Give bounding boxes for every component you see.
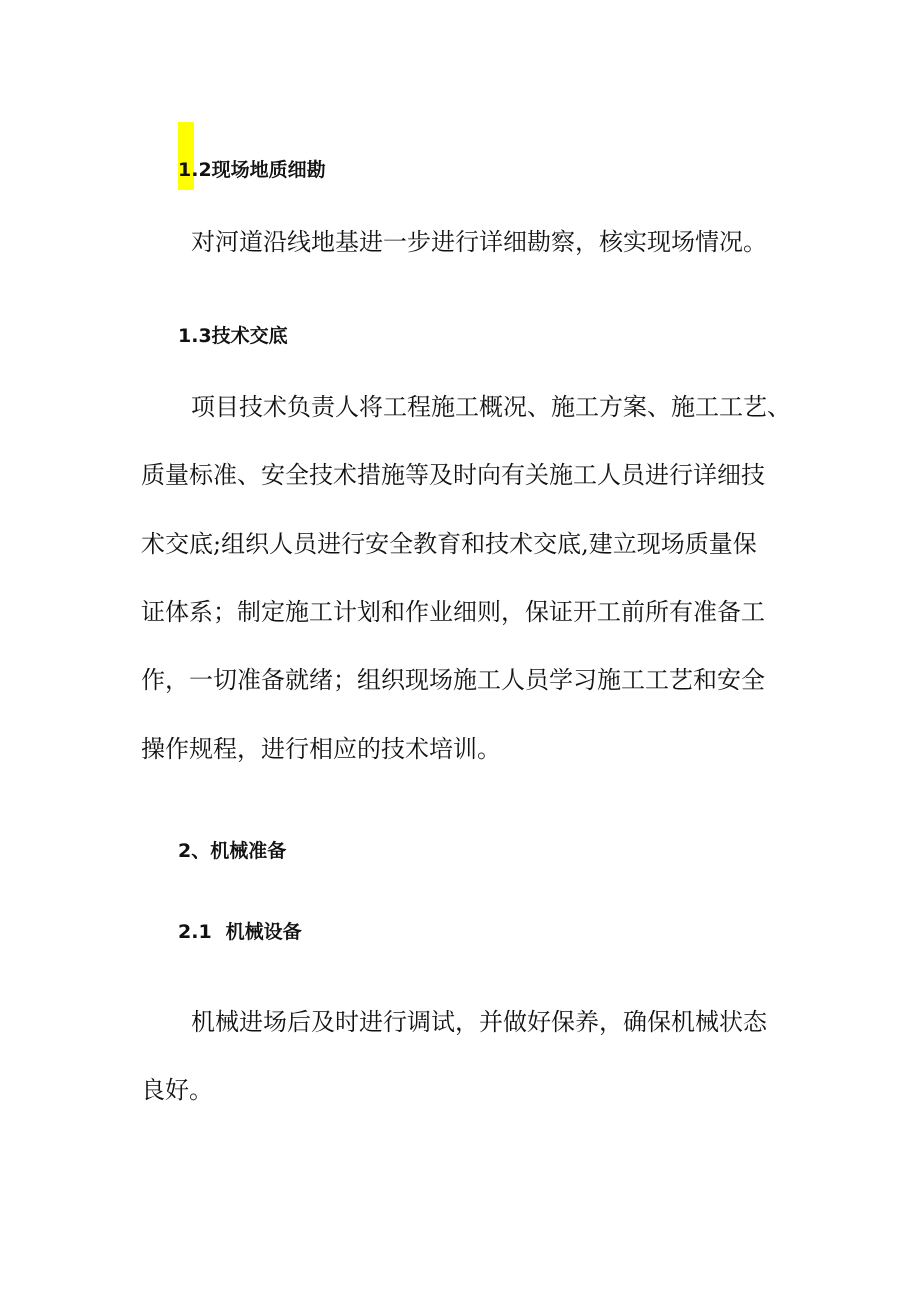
paragraph-1-2-body: 对河道沿线地基进一步进行详细勘察，核实现场情况。 bbox=[191, 228, 767, 256]
heading-2-1 bbox=[178, 920, 302, 944]
heading-1-3 bbox=[178, 324, 288, 348]
heading-2-1-number: 2.1 bbox=[178, 921, 212, 943]
heading-1-2 bbox=[178, 158, 326, 182]
heading-2-1-title: 机械设备 bbox=[225, 921, 302, 943]
paragraph-2-1-line: 机械进场后及时进行调试，并做好保养，确保机械状态 bbox=[191, 1008, 767, 1036]
heading-2-number: 2、 bbox=[178, 840, 211, 862]
paragraph-2-1-line: 良好。 bbox=[141, 1076, 213, 1104]
heading-1-2-title: 现场地质细勘 bbox=[211, 159, 326, 181]
paragraph-1-3-line: 质量标准、安全技术措施等及时向有关施工人员进行详细技 bbox=[141, 461, 765, 489]
paragraph-1-3-line: 操作规程，进行相应的技术培训。 bbox=[141, 735, 501, 763]
paragraph-1-3-line: 证体系；制定施工计划和作业细则，保证开工前所有准备工 bbox=[141, 598, 765, 626]
heading-1-3-title: 技术交底 bbox=[211, 325, 288, 347]
paragraph-1-3-line: 项目技术负责人将工程施工概况、施工方案、施工工艺、 bbox=[191, 393, 791, 421]
paragraph-1-3-line: 作，一切准备就绪；组织现场施工人员学习施工工艺和安全 bbox=[141, 666, 765, 694]
heading-1-3-number: 1.3 bbox=[178, 325, 212, 347]
heading-2-title: 机械准备 bbox=[210, 840, 287, 862]
heading-2 bbox=[178, 839, 286, 863]
heading-1-2-number: 1.2 bbox=[178, 159, 212, 181]
paragraph-1-3-line: 术交底;组织人员进行安全教育和技术交底,建立现场质量保 bbox=[141, 530, 757, 558]
